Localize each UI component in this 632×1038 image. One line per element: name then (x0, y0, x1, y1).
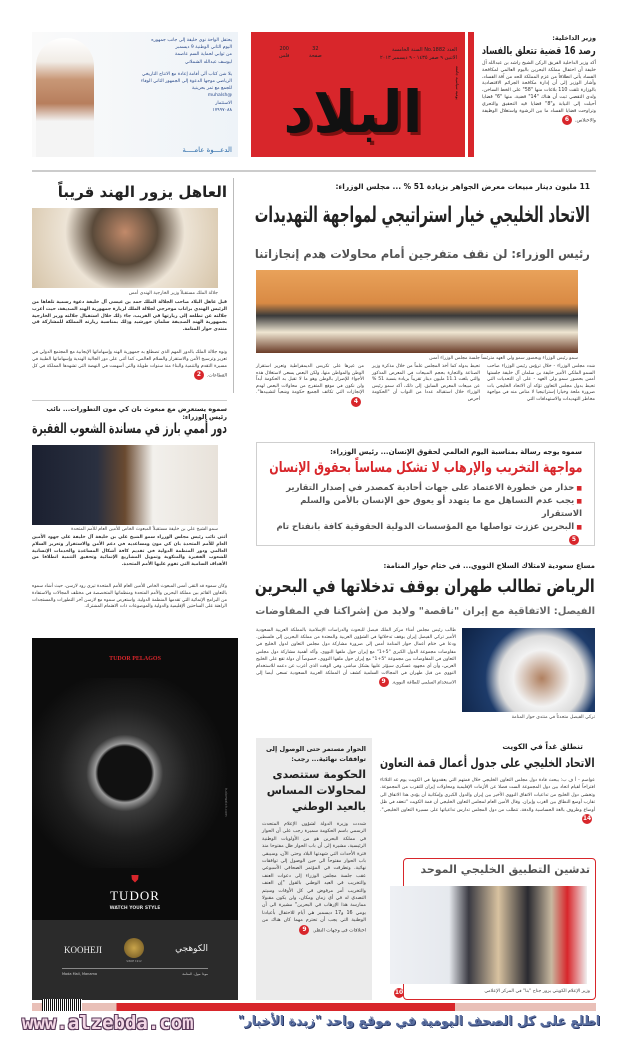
main-col-3: من غيرها على تكريس الديمقراطية وتعزيز استقرار الوطن والمواطن منها، ولكن البعض يسعى لاستغلال هذه الأجواء للإضرار بالوطن وهو ما لا تقبل به الحكومة أبداً ولن نكون في موقع المتفرج من محاولات البعض لهدم الإنجازات التي تكاتف الجميع حكومة وشعباً لتشييدها". (256, 364, 364, 396)
dealer-location: Moda Mall, Manama (62, 972, 98, 976)
bullet-icon: ■ (574, 485, 582, 492)
dialogue-kicker: الحوار مستمر حتى الوصول إلى توافقات نهائية... رجب: (265, 745, 366, 763)
invite-line: للجمع مع تمر بحرينية (191, 86, 232, 92)
rights-box (256, 442, 595, 546)
column-divider (233, 178, 234, 393)
bullet-icon: ■ (574, 524, 582, 531)
king-body-2: ونوه جلالة الملك بالدور المهم الذي تضطلع به جمهورية الهند وإسهاماتها الإيجابية مع المجتمع الدولي في تعزيز وترسيخ الأمن والاستقرار والسلام العالمي، كما أثنى على دور الجالية الهندية وإسهاماتها الطيبة في مسيرة التقدم والتنمية والبناء منذ سنوات طويلة والتي أسهمت في النهضة التي تشهدها المملكة في كل القطاعات. (32, 350, 227, 379)
riyadh-headline[interactable]: الرياض تطالب طهران بوقف تدخلاتها في البحرين (255, 577, 595, 597)
rights-bullets (269, 482, 582, 547)
un-headline[interactable]: دور أممي بارز في مساندة الشعوب الفقيرة (32, 421, 227, 437)
page-badge: 14 (582, 815, 592, 823)
price-label: فلس (279, 53, 290, 59)
dealer-location-ar: مودا مول، المنامة (182, 972, 208, 976)
invite-ad (32, 32, 238, 157)
person-photo (36, 38, 94, 157)
page-badge: 2 (194, 370, 204, 380)
kuwait-story (380, 742, 595, 824)
un-kicker: سموه يستعرض مع مبعوث بان كي مون التطورات... نائب رئيس الوزراء: (46, 405, 227, 421)
dealer-since: SINCE 1912 (126, 960, 142, 963)
invite-line: ١٧٩٩٧٠٨٨ (212, 107, 232, 113)
main-kicker: 11 مليون دينار مبيعات معرض الجواهر بزيادة 51 % ... مجلس الوزراء: (335, 182, 590, 191)
watch-site: tudorwatch.com (224, 788, 228, 817)
dialogue-box (256, 738, 372, 1000)
king-caption: جلالة الملك مستقبلاً وزير الخارجية الهندي أمس (128, 291, 218, 296)
main-col-1: شدد مجلس الوزراء - خلال ترؤس رئيس الوزراء صاحب السمو الملكي الأمير خليفة بن سلمان آل خليفة جلستها أمس بحضور سمو ولي العهد - على أن التحديات التي تحيط بدول مجلس التعاون تؤكد أن الاتحاد الخليجي بات ضرورة ملحة وخيارا إستراتيجيا لا مناص منه في مواجهة مخاطر التهديدات والاستهدافات التي (487, 364, 595, 402)
kuwait-body: عواصم - أ ف ب: يبحث قادة دول مجلس التعاون الخليجي خلال قمتهم التي يعقدونها في الكويت يوم غد الثلاثاء اقتراحاً لقيام اتحاد بين دول المجموعة الست فضلا عن الأزمات الإقليمية ومحاولات إيران للتقرب من المجموعة. وتخشى دول الخليج من تداعيات الاتفاق النووي الأخير بين إيران والدول الكبرى وإمكانية أن يؤدي هذا الاتفاق الى تقارب أوسع النطاق بين الغرب وإيران. وقال الأمين العام لمجلس التعاون الخليجي أن قمة الكويت "تنعقد في ظل أوضاع وظروف بالغة الحساسية والدقة، تتطلب من دول المجلس تدارس تداعياتها على مسيرة التعاون الخليجي". (380, 778, 595, 813)
king-body-1: قبل عاهل البلاد صاحب الجلالة الملك حمد بن عيسى آل خليفة دعوة رسمية تلقاها من الرئيس الهندي براناب موخرجي لجلالة الملك لزيارة جمهورية الهند الصديقة، حيث أعرب جلالته عن تطلعه إلى زيارتها في القريب، جاء ذلك خلال استقبال جلالته وزير الخارجية بجمهورية الهند الصديقة سلمان خورشيد وذلك بمناسبة زيارته المملكة للمشاركة في منتدى حوار المنامة. (32, 300, 227, 333)
page-badge: 10 (394, 989, 404, 996)
watch-brand: TUDOR (110, 888, 160, 903)
shield-icon: ⛊ (131, 874, 139, 885)
issue-number: No.1882 (424, 47, 446, 53)
top-story-kicker: وزير الداخلية: (552, 34, 596, 42)
main-col-2: تحيط بدوله كما أخذ المجلس علماً من خلال مذكرة وزير الصناعة والتجارة بحجم المبيعات في المعرض المذكور والتي بلغت 11.1 مليون دينار تقريباً بزيادة بنسبة 51 % عن مبيعات المعرض السابق. إلى ذلك، أكد سمو رئيس الوزراء خلال استقباله عددا من النواب أن "الحكومة أحرص (372, 364, 481, 402)
top-story-headline[interactable]: رصد 16 قضية تتعلق بالفساد (482, 45, 596, 57)
dialogue-headline[interactable]: الحكومة ستتصدى لمحاولات المساس بالعيد الوطني (266, 768, 366, 813)
bullet-icon: ■ (574, 498, 582, 505)
rights-bullet (269, 495, 582, 521)
faisal-photo (462, 628, 595, 712)
watermark-text: اطلع على كل الصحف اليومية في موقع واحد "زبدة الأخبار" (237, 1014, 600, 1029)
un-body-2: وكان سموه قد التقى أمس المبعوث الخاص للأمين العام للأمم المتحدة تيري رود لارسن، حيث أشاد سموه بالتعاون القائم بين مملكة البحرين والأمم المتحدة ومنظماتها المتخصصة في مختلف المجالات والاستفادة من البرامج الإنمائية التي تقدمها المنظمة الدولية. واستعرض سموه مع لارسن آخر التطورات والمستجدات الراهنة على الساحتين الإقليمية والدولية والموضوعات ذات الاهتمام المشترك. (32, 584, 227, 610)
bullet-text: يجب عدم التساهل مع ما يتهدد أو يعوق حق الإنسان بالأمن والسلم الاستقرار (300, 496, 582, 519)
main-caption: سمو رئيس الوزراء وبحضور سمو ولي العهد مترئساً جلسة مجلس الوزراء أمس (429, 356, 578, 361)
watch-photo (32, 678, 238, 868)
footer-bar (32, 1003, 596, 1011)
rights-bullet (269, 482, 582, 495)
dealer-name-ar: الكوهجي (175, 944, 208, 954)
page-badge: 5 (569, 535, 579, 545)
cabinet-photo (256, 270, 578, 353)
date: الاثنين ٩ صفر ١٤٣٥ - ٩ ديسمبر ٢٠١٣ (379, 55, 457, 61)
page-badge: 9 (299, 925, 309, 935)
dealer-seal-icon (124, 938, 144, 958)
divider (32, 400, 227, 401)
king-headline[interactable]: العاهل يزور الهند قريباً (57, 183, 227, 201)
page-badge: 4 (351, 397, 361, 407)
invite-line: اليوم الثاني الوطنية 9 ديسمبر (175, 45, 232, 51)
invite-line: الاستثمار (215, 100, 232, 106)
app-caption: وزير الإعلام الكويتي يزور جناح "بنا" في المركز الإعلامي (484, 989, 590, 994)
year: السنة الخامسة (391, 47, 423, 53)
un-caption: سمو الشيخ علي بن خليفة مستقبلاً المبعوث الخاص للأمين العام للأمم المتحدة (71, 527, 218, 532)
masthead-strip (467, 32, 474, 157)
king-photo (32, 208, 218, 288)
page-count: 32 (312, 46, 319, 52)
riyadh-subhead: الفيصل: الاتفاقية مع إيران "ناقصة" ولابد من إشراكنا في المفاوضات (255, 606, 595, 617)
divider (32, 170, 596, 172)
invite-footer: الدعـــوة عامــــة (182, 146, 232, 154)
rights-bullet (269, 521, 582, 547)
riyadh-body: طالب رئيس مجلس أمناء مركز الملك فيصل للبحوث والدراسات الإسلامية بالمملكة العربية السعودية الأمير تركي الفيصل إيران بوقف تدخلاتها في الشؤون العربية والمعتدة من مملكة البحرين إلى فلسطين. ودعا في ختام أعمال حوار المنامة أمس إلى ضرورة مشاركة دول مجلس التعاون لدول الخليج في مفاوضات مجموعة الدول الكبرى "5+1" مع إيران حول ملفها النووي. وأكد أهمية مشاركة دول مجلس التعاون في المفاوضات بين مجموعة "5+1" مع إيران حول ملفها النووي، خصوصاً أن دولة تقع على الخليج العربي، وأن أي مجهود عسكري سيؤثر عليها بشكل مباشر، وفي الوقت الذي أعرب عن دعمه للاستخدام النووي من قبل طهران في المجالات السلمية كشف أن المملكة العربية السعودية تسعى أيضا إلى الاستخدام السلمي للطاقة النووية. (256, 628, 456, 686)
page-badge: 6 (562, 115, 572, 125)
watch-ad[interactable] (32, 638, 238, 1000)
dealer-band (32, 920, 238, 1000)
kuwait-kicker: تنطلق غداً في الكويت (502, 742, 583, 751)
barcode (42, 999, 82, 1011)
watermark-url[interactable]: www.alzebda.com (22, 1012, 194, 1034)
bullet-text: البحرين عززت تواصلها مع المؤسسات الدولية الحقوقية كافة بانفتاح تام (276, 522, 575, 532)
app-headline[interactable]: تدشين التطبيق الخليجي الموحد (420, 863, 590, 876)
price: 200 (279, 46, 289, 52)
invite-text (98, 37, 232, 114)
watch-slogan: WATCH YOUR STYLE (109, 906, 161, 911)
main-headline[interactable]: الاتحاد الخليجي خيار استراتيجي لمواجهة التهديدات (254, 203, 590, 228)
rights-kicker: سموه يوجه رسالة بمناسبة اليوم العالمي لحقوق الإنسان... رئيس الوزراء: (330, 448, 582, 456)
page-badge: 9 (379, 677, 389, 687)
riyadh-caption: تركي الفيصل متحدثاً في منتدى حوار المنامة (511, 715, 595, 720)
watch-model: TUDOR PELAGOS (109, 656, 161, 662)
invite-line: @muhalsh (207, 93, 232, 99)
un-body-1: أثنى نائب رئيس مجلس الوزراء سمو الشيخ علي بن خليفة آل خليفة على جهود الأمين العام للأمم المتحدة بان كي مون ومساعديه في دعم الأمن والاستقرار وتعزيز السلام العالمي ودور المنظمة الدولية في تقديم كافة أشكال المساعدة والخدمات الإنسانية للشعوب الفقيرة والمنكوبة وتمويل المشاريع الإنمائية وتحقيق التنمية انطلاقا من الأهداف السامية التي تقوم عليها الأمم المتحدة. (32, 535, 227, 568)
riyadh-kicker: مساع سعودية لامتلاك السلاح النووي... في ختام حوار المنامة: (383, 562, 595, 570)
kuwait-headline[interactable]: الاتحاد الخليجي على جدول أعمال قمة التعاون (380, 755, 595, 770)
dealer-name: KOOHEJI (64, 945, 102, 955)
main-subhead: رئيس الوزراء: لن نقف متفرجين أمام محاولات هدم إنجازاتنا (255, 247, 590, 261)
issue-label: العدد (446, 47, 457, 53)
top-story (482, 34, 596, 126)
tagline: يومية سياسية جامعة (455, 66, 460, 100)
app-photo (390, 886, 587, 984)
dialogue-body: شددت وزيرة الدولة لشؤون الإعلام المتحدث الرسمي باسم الحكومة سميرة رجب على أن الحوار في مملكة البحرين هو من الأولويات الوطنية الرئيسية، مشيرة إلى أن باب الحوار ظل مفتوحا منذ فترة الأحداث التي شهدتها البلاد وحتى الآن، وسيبقى باب الحوار مفتوحاً الى حين الوصول إلى توافقات نهائية. وتطرقت في المؤتمر الصحافي الأسبوعي عقب جلسة مجلس الوزراء إلى دعوات العنف والتخريب في العيد الوطني بالقول "إن العنف والتخريب أمر مرفوض في كل الأوقات وسيتم التصدي له في أي زمان ومكان، ولن يكون مقبولا ممارسة هذا الإرهاب في البحرين" مشيرة الى أن يومي 16 و17 ديسمبر هي أيام للاحتفال بأعيادنا الوطنية التي يجب أن تحترم مهما كان هناك من اختلافات في وجهات النظر. (262, 822, 367, 934)
divider (62, 968, 208, 969)
page-label: صفحة (309, 53, 322, 59)
rights-headline[interactable]: مواجهة التخريب والإرهاب لا تشكل مساساً بحقوق الإنسان (268, 460, 582, 476)
masthead (251, 32, 465, 157)
invite-line: يحتفل الواحة نوي خليفة إلى جانب جمهوره (151, 38, 232, 43)
top-story-body: أكد وزير الداخلية الفريق الركن الشيخ راشد بن عبدالله آل خليفة أن احتفال مملكة البحرين باليوم العالمي لمكافحة الفساد يأتي انطلاقاً من عزم المملكة للحد من آفة الفساد، وأشار الوزير إلى أن إدارة مكافحة الجرائم الاقتصادية بالوزارة تلقت 110 بلاغات منها "58" على الخط الساخن، ولدى التقصي ثبت أن هناك "14" قضية، منها "6" قضايا أحيلت إلى النيابة و"8" قضايا قيد التحقيق والتحري وتراوحت قضايا الفساد ما بين الرشوة واستغلال الوظيفة والاختلاس. (482, 61, 596, 124)
bullet-text: حذار من خطورة الاعتماد على جهات أحادية كمصدر في إصدار التقارير (286, 483, 575, 493)
invite-line: الرياضي موجها الدعوة إلى الجمهور الثاني الوفاء (140, 79, 232, 85)
invite-line: يلا شن كتاب ألى أقامة إعادة مع الانتاج التاريخي (141, 71, 232, 77)
invite-line: من ثوابي لحماية السم عاصمة (175, 52, 232, 58)
invite-line: ليوسف عبدالله الشملاني (184, 59, 232, 65)
logo[interactable]: البلاد (283, 78, 423, 146)
